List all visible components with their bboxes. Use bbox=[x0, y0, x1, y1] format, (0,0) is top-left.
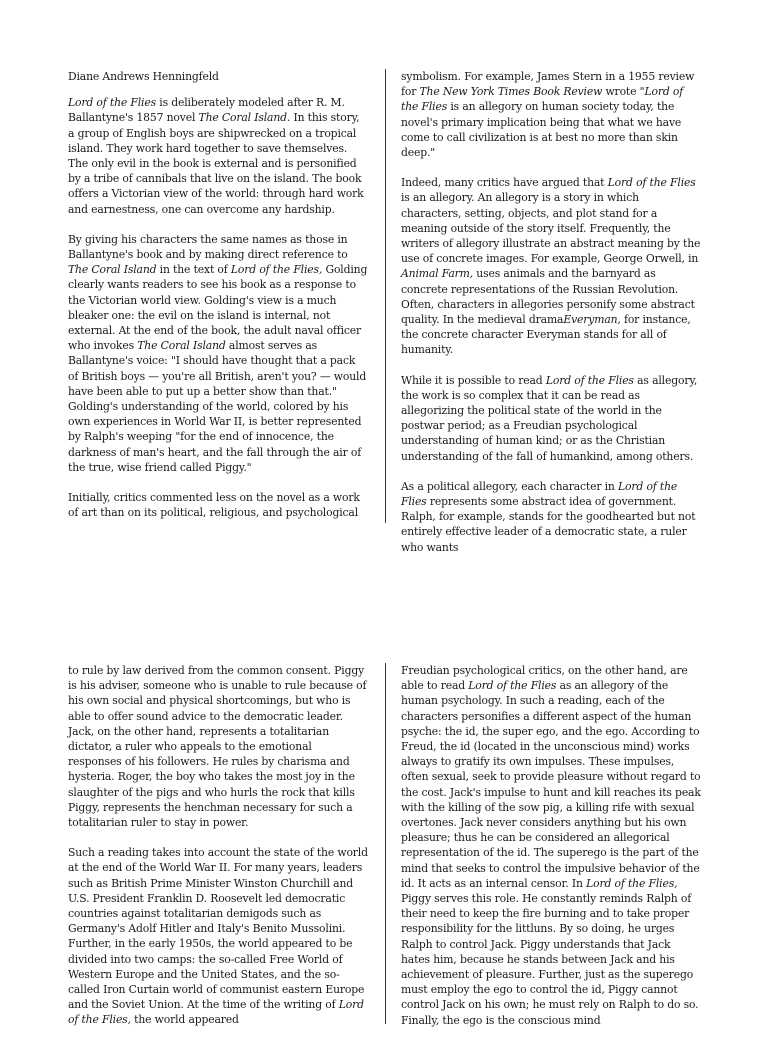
paragraph: As a political allegory, each character in Lord of the Flies represents some abstract idea of government. Ralph, for example, stands for the goodhearted but not entirely effective leader of a democratic state, a ruler who wants bbox=[401, 479, 696, 554]
paragraph: While it is possible to read Lord of the Flies as allegory, the work is so complex that it can be read as allegorizing the political state of the world in the postwar period; as a Freudian psychological understanding of human kind; or as the Christian understanding of the fall of humankind, among others. bbox=[401, 373, 698, 463]
column-divider bbox=[385, 663, 386, 1024]
paragraph: Lord of the Flies is deliberately modeled after R. M. Ballantyne's 1857 novel The Coral Island. In this story, a group of English boys are shipwrecked on a tropical island. They work hard together to save themselves. The only evil in the book is external and is personified by a tribe of cannibals that live on the island. The book offers a Victorian view of the world: through hard work and earnestness, one can overcome any hardship. bbox=[68, 96, 364, 216]
paragraph: Indeed, many critics have argued that Lord of the Flies is an allegory. An allegory is a story in which characters, setting, objects, and plot stand for a meaning outside of the story itself. Frequently, the writers of allegory illustrate an abstract meaning by the use of concrete images. For example, George Orwell, in Animal Farm, uses animals and the barnyard as concrete representations of the Russian Revolution. Often, characters in allegories personify some abstract quality. In the medieval dramaEveryman, for instance, the concrete character Everyman stands for all of humanity. bbox=[401, 176, 701, 357]
paragraph: to rule by law derived from the common consent. Piggy is his adviser, someone who is unable to rule because of his own social and physical shortcomings, but who is able to offer sound advice to the democratic leader. Jack, on the other hand, represents a totalitarian dictator, a ruler who appeals to the emotional responses of his followers. He rules by charisma and hysteria. Roger, the boy who takes the most joy in the slaughter of the pigs and who hurls the rock that kills Piggy, represents the henchman necessary for such a totalitarian ruler to stay in power. bbox=[68, 664, 367, 830]
page2-right-column bbox=[401, 663, 701, 1043]
paragraph: By giving his characters the same names as those in Ballantyne's book and by making direct reference to The Coral Island in the text of Lord of the Flies, Golding clearly wants readers to see his book as a response to the Victorian world view. Golding's view is a much bleaker one: the evil on the island is internal, not external. At the end of the book, the adult naval officer who invokes The Coral Island almost serves as Ballantyne's voice: "I should have thought that a pack of British boys — you're all British, aren't you? — would have been able to put up a better show than that." Golding's understanding of the world, colored by his own experiences in World War II, is better represented by Ralph's weeping "for the end of innocence, the darkness of man's heart, and the fall through the air of the true, wise friend called Piggy." bbox=[68, 232, 368, 474]
paragraph: Freudian psychological critics, on the other hand, are able to read Lord of the Flies as an allegory of the human psychology. In such a reading, each of the characters personifies a different aspect of the human psyche: the id, the super ego, and the ego. According to Freud, the id (located in the unconscious mind) works always to gratify its own impulses. These impulses, often sexual, seek to provide pleasure without regard to the cost. Jack's impulse to hunt and kill reaches its peak with the killing of the sow pig, a killing rife with sexual overtones. Jack never considers anything but his own pleasure; thus he can be considered an allegorical representation of the id. The superego is the part of the mind that seeks to control the impulsive behavior of the id. It acts as an internal censor. In Lord of the Flies, Piggy serves this role. He constantly reminds Ralph of their need to keep the fire burning and to take proper responsibility for the littluns. By so doing, he urges Ralph to control Jack. Piggy understands that Jack hates him, because he stands between Jack and his achievement of pleasure. Further, just as the superego must employ the ego to control the id, Piggy cannot control Jack on his own; he must rely on Ralph to do so. Finally, the ego is the conscious mind bbox=[401, 664, 701, 1027]
author-name: Diane Andrews Henningfeld bbox=[68, 70, 219, 83]
page2-left-column bbox=[68, 663, 368, 1043]
page1-left-column bbox=[68, 69, 368, 535]
paragraph: Initially, critics commented less on the novel as a work of art than on its political, religious, and psychological bbox=[68, 491, 360, 520]
page1-right-column bbox=[401, 69, 701, 570]
column-divider bbox=[385, 69, 386, 523]
paragraph: Such a reading takes into account the state of the world at the end of the World War II. For many years, leaders such as British Prime Minister Winston Churchill and U.S. President Franklin D. Roosevelt led democratic countries against totalitarian demigods such as Germany's Adolf Hitler and Italy's Benito Mussolini. Further, in the early 1950s, the world appeared to be divided into two camps: the so-called Free World of Western Europe and the United States, and the so-called Iron Curtain world of communist eastern Europe and the Soviet Union. At the time of the writing of Lord of the Flies, the world appeared bbox=[68, 846, 368, 1027]
paragraph: symbolism. For example, James Stern in a 1955 review for The New York Times Book Review wrote "Lord of the Flies is an allegory on human society today, the novel's primary implication being that what we have come to call civilization is at best no more than skin deep." bbox=[401, 70, 695, 160]
